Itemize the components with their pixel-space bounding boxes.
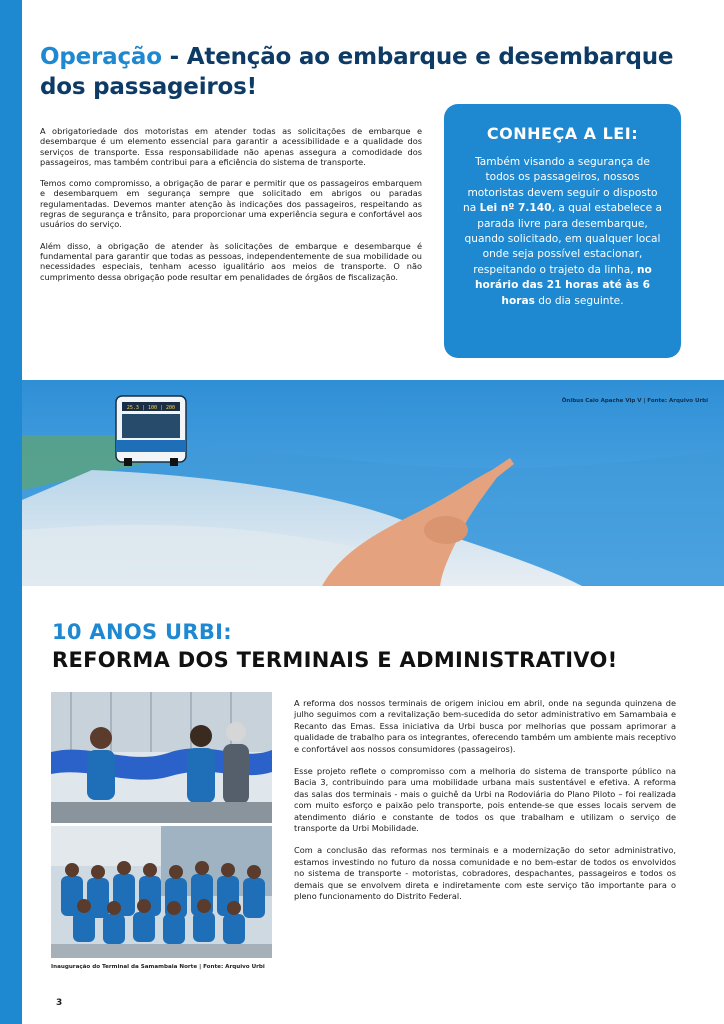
intro-text xyxy=(40,126,422,293)
title-accent: Operação xyxy=(40,44,162,70)
intro-paragraph-2: Temos como compromisso, a obrigação de parar e permitir que os passageiros embarquem e desembarquem em segurança sempre que solicitado em abrigos ou paradas regulamentadas. Devemos manter atenção às indicações dos passageiros, respeitando as regras de segurança e trânsito, para proporcionar uma experiência segura e confortável aos usuários do serviço. xyxy=(40,178,422,230)
section2-paragraph-2: Esse projeto reflete o compromisso com a melhoria do sistema de transporte público na Bacia 3, contribuindo para uma mobilidade urbana mais sustentável e efetiva. A reforma das salas dos terminais - mais o guichê da Urbi na Rodoviária do Plano Piloto – foi realizada com muito esforço e paixão pelo transporte, pois entende-se que esses locais servem de atendimento diário e constante de todos os que trabalham e utilizam o serviço de transporte da Urbi Mobilidade. xyxy=(294,766,676,834)
bus-photo xyxy=(22,380,724,586)
law-text-b: , a qual estabelece a parada livre para desembarque, quando solicitado, em qualquer local onde seja possível estacionar, respeitando o trajeto da linha, xyxy=(464,202,662,276)
title-rest: - Atenção ao embarque e desembarque dos passageiros! xyxy=(40,44,674,100)
side-accent-bar xyxy=(0,0,22,1024)
law-info-box xyxy=(444,104,681,358)
bus-sign: 25.3 | 100 | 200 xyxy=(126,405,176,411)
law-text-a: Também visando a segurança de todos os passageiros, nossos motoristas devem seguir o disposto na xyxy=(463,156,658,215)
law-box-title: CONHEÇA A LEI: xyxy=(486,124,639,143)
bus-photo-caption: Ônibus Caio Apache Vip V | Fonte: Arquivo Urbi xyxy=(561,398,708,404)
section-title-line1: 10 ANOS URBI: xyxy=(52,620,232,644)
page-number: 3 xyxy=(56,998,63,1008)
section2-paragraph-1: A reforma dos nossos terminais de origem iniciou em abril, onde na segunda quinzena de julho seguimos com a revitalização bem-sucedida do setor administrativo em Samambaia e Recanto das Emas. Essa iniciativa da Urbi busca por melhorias que possam aprimorar a qualidade de trabalho para os integrantes, oferecendo também um ambiente mais receptivo e confortável aos nossos consumidores (passageiros). xyxy=(294,698,676,754)
section-title-line2: REFORMA DOS TERMINAIS E ADMINISTRATIVO! xyxy=(52,648,618,672)
section2-text xyxy=(294,698,676,914)
law-text-c: do dia seguinte. xyxy=(534,294,624,307)
intro-paragraph-3: Além disso, a obrigação de atender às solicitações de embarque e desembarque é fundamental para garantir que todas as pessoas, independentemente de sua mobilidade ou necessidades especiais, tenham acesso igualitário aos meios de transporte. O não cumprimento dessa obrigação pode resultar em penalidades de órgãos de fiscalização. xyxy=(40,240,422,282)
law-hours: no horário das 21 horas até às 6 horas xyxy=(475,263,652,307)
inauguration-photo-group xyxy=(51,826,272,958)
page-title xyxy=(40,42,700,102)
law-number: Lei nº 7.140 xyxy=(479,202,552,215)
inauguration-photo-ribbon xyxy=(51,692,272,823)
intro-paragraph-1: A obrigatoriedade dos motoristas em atender todas as solicitações de embarque e desembarque é um elemento essencial para garantir a acessibilidade e a qualidade dos serviços de transporte. Essa responsabilidade não apenas assegura a comodidade dos passageiros, mas também contribui para a eficiência do sistema de transporte. xyxy=(40,126,422,167)
section2-paragraph-3: Com a conclusão das reformas nos terminais e a modernização do setor administrativo, estamos investindo no futuro da nossa comunidade e no bem-estar de todos os envolvidos no sistema de transporte - motoristas, cobradores, despachantes, passageiros e todos os demais que se envolvem direta e indiretamente com este serviço tão importante para o pleno funcionamento do Distrito Federal. xyxy=(294,845,676,902)
photo-caption: Inauguração do Terminal da Samambaia Norte | Fonte: Arquivo Urbi xyxy=(51,964,265,970)
law-box-text xyxy=(462,155,663,309)
bus-photo-illustration xyxy=(22,380,724,586)
